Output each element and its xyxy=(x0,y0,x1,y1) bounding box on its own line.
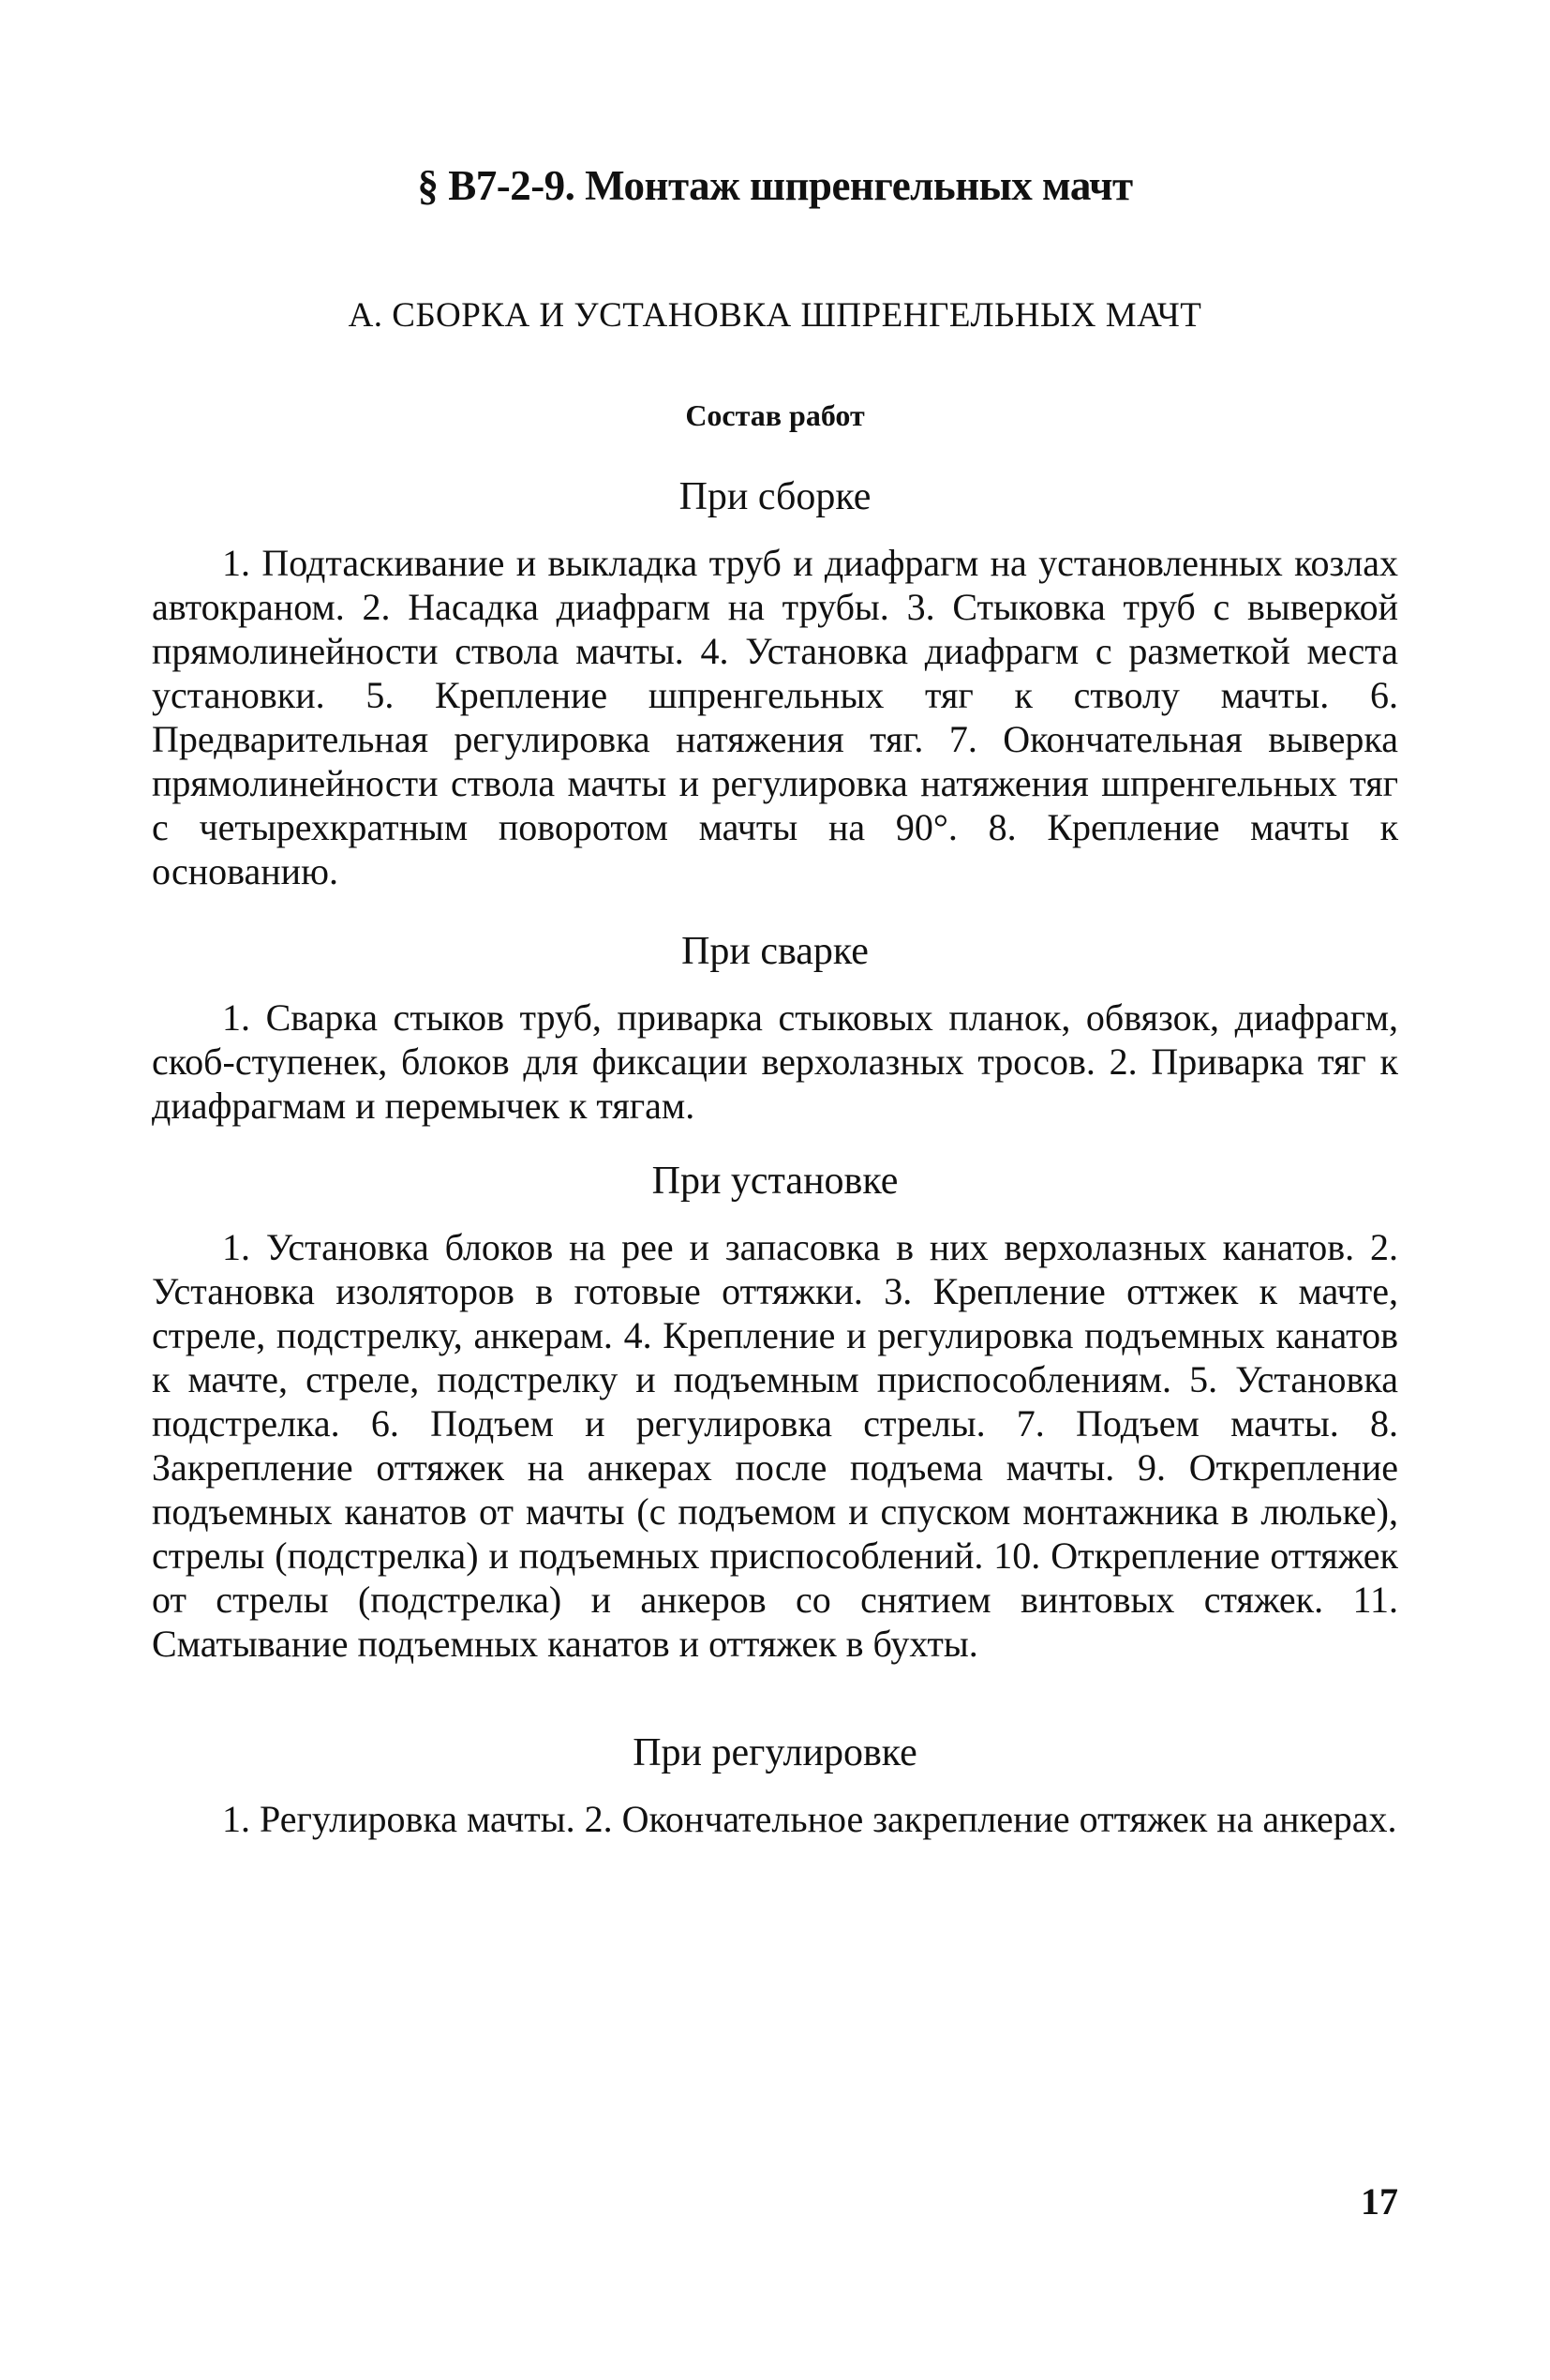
stage-installation xyxy=(152,1158,1398,1666)
section-title: § В7-2-9. Монтаж шпренгельных мачт xyxy=(417,162,1133,209)
stage-adjustment xyxy=(152,1729,1398,1841)
stage-assembly xyxy=(152,473,1398,893)
document-page xyxy=(152,0,1398,2380)
stage-welding xyxy=(152,928,1398,1128)
stage-body: 1. Подтаскивание и выкладка труб и диафрагм на установленных козлах автокраном. 2. Насадка диафрагм на трубы. 3. Стыковка труб с выверкой прямолинейности ствола мачты. 4. Установка диафрагм с разметкой места установки. 5. Крепление шпренгельных тяг к стволу мачты. 6. Предварительная регулировка натяжения тяг. 7. Окончательная выверка прямолинейности ствола мачты и регулировка натяжения шпренгельных тяг с четырехкратным поворотом мачты на 90°. 8. Крепление мачты к основанию. xyxy=(152,542,1398,892)
subsection-title: А. СБОРКА И УСТАНОВКА ШПРЕНГЕЛЬНЫХ МАЧТ xyxy=(348,296,1202,335)
stage-heading: При сборке xyxy=(678,475,872,518)
composition-title: Состав работ xyxy=(685,398,865,432)
stage-body: 1. Сварка стыков труб, приварка стыковых планок, обвязок, диафрагм, скоб-ступенек, блоков для фиксации верхолазных тросов. 2. Приварка тяг к диафрагмам и перемычек к тягам. xyxy=(152,996,1398,1127)
stage-heading: При регулировке xyxy=(633,1731,917,1774)
stage-heading: При сварке xyxy=(681,930,869,973)
stage-body: 1. Регулировка мачты. 2. Окончательное закрепление оттяжек на анкерах. xyxy=(222,1798,1397,1840)
stage-body: 1. Установка блоков на рее и запасовка в них верхолазных канатов. 2. Установка изоляторов в готовые оттяжки. 3. Крепление оттжек к мачте, стреле, подстрелку, анкерам. 4. Крепление и регулировка подъемных канатов к мачте, стреле, подстрелку и подъемным приспособлениям. 5. Установка подстрелка. 6. Подъем и регулировка стрелы. 7. Подъем мачты. 8. Закрепление оттяжек на анкерах после подъема мачты. 9. Открепление подъемных канатов от мачты (с подъемом и спуском монтажника в люльке), стрелы (подстрелка) и подъемных приспособлений. 10. Открепление оттяжек от стрелы (подстрелка) и анкеров со снятием винтовых стяжек. 11. Сматывание подъемных канатов и оттяжек в бухты. xyxy=(152,1226,1398,1665)
page-number: 17 xyxy=(1361,2180,1398,2223)
stage-heading: При установке xyxy=(651,1160,899,1203)
